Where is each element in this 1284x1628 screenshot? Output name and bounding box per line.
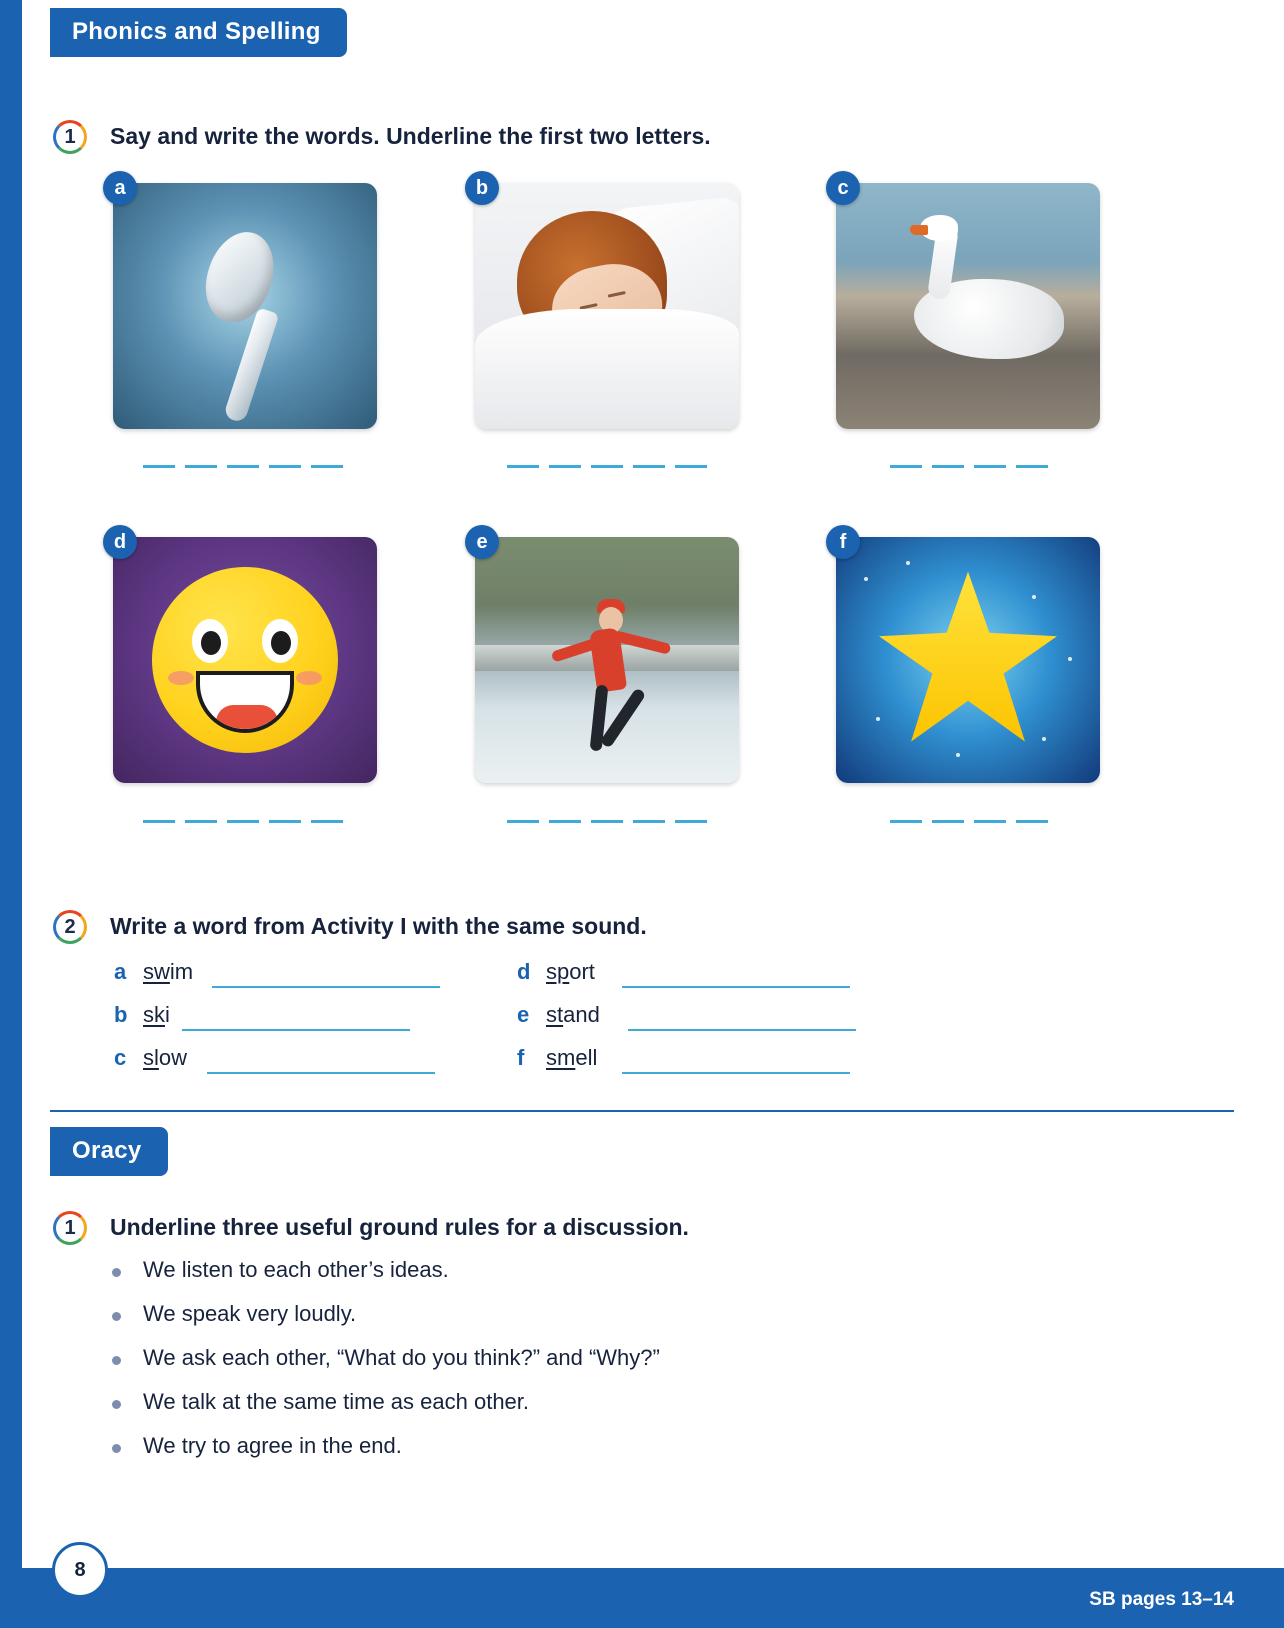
answer-blank-a[interactable] (212, 986, 440, 988)
write-line[interactable] (932, 820, 964, 823)
bullet-dot (112, 1312, 121, 1321)
write-line[interactable] (185, 820, 217, 823)
write-line[interactable] (974, 820, 1006, 823)
word-prompt-b (143, 1002, 170, 1028)
oracy-activity-1-number-badge: 1 (53, 1211, 87, 1245)
activity-1-instruction: Say and write the words. Underline the first two letters. (110, 123, 711, 149)
ground-rule-5[interactable]: We try to agree in the end. (143, 1433, 402, 1458)
smiling-face-emoji (113, 537, 377, 783)
word-letter-c: c (114, 1045, 127, 1070)
word-prompt-a (143, 959, 193, 985)
word-remainder: ort (569, 959, 595, 984)
write-line[interactable] (311, 465, 343, 468)
write-line[interactable] (591, 465, 623, 468)
write-line[interactable] (269, 465, 301, 468)
underlined-digraph: sw (143, 959, 170, 984)
item-letter-badge-b: b (465, 171, 499, 205)
emoji-face-shape (152, 567, 338, 753)
item-letter-badge-c: c (826, 171, 860, 205)
answer-blank-d[interactable] (622, 986, 850, 988)
activity-1-item-d (113, 530, 377, 783)
underlined-digraph: sk (143, 1002, 165, 1027)
emoji-pupil (201, 631, 221, 655)
word-remainder: im (169, 959, 194, 984)
word-prompt-e (546, 1002, 600, 1028)
underlined-digraph: sm (546, 1045, 576, 1070)
swan-photo (836, 183, 1100, 429)
ground-rule-1[interactable]: We listen to each other’s ideas. (143, 1257, 449, 1282)
write-line[interactable] (143, 820, 175, 823)
activity-1-item-c (836, 176, 1100, 429)
ice-skating-photo (475, 537, 739, 783)
spoon-illustration (113, 183, 377, 429)
write-line[interactable] (311, 820, 343, 823)
closed-eye (608, 291, 626, 298)
write-line[interactable] (675, 820, 707, 823)
emoji-mouth (196, 671, 294, 733)
answer-blank-f[interactable] (622, 1072, 850, 1074)
sleeping-child-illustration (475, 183, 739, 429)
write-line[interactable] (507, 820, 539, 823)
underlined-digraph: st (546, 1002, 564, 1027)
activity-1-number-badge: 1 (53, 120, 87, 154)
emoji-eye (192, 619, 228, 663)
write-line[interactable] (507, 465, 539, 468)
item-letter-badge-f: f (826, 525, 860, 559)
section-heading-phonics: Phonics and Spelling (50, 8, 347, 57)
left-edge-bar-inner (22, 0, 28, 1628)
star-background (836, 537, 1100, 783)
item-letter-badge-a: a (103, 171, 137, 205)
bullet-dot (112, 1444, 121, 1453)
page-number: 8 (52, 1542, 108, 1598)
write-lines-b[interactable] (507, 465, 707, 468)
write-line[interactable] (227, 820, 259, 823)
emoji-pupil (271, 631, 291, 655)
word-prompt-c (143, 1045, 187, 1071)
swan-beak-shape (910, 225, 928, 235)
bullet-dot (112, 1400, 121, 1409)
section-divider (50, 1110, 1234, 1112)
answer-blank-e[interactable] (628, 1029, 856, 1031)
write-line[interactable] (185, 465, 217, 468)
duvet-shape (475, 309, 739, 429)
item-letter-badge-e: e (465, 525, 499, 559)
write-line[interactable] (1016, 465, 1048, 468)
write-line[interactable] (269, 820, 301, 823)
emoji-tongue (216, 705, 278, 733)
write-line[interactable] (890, 465, 922, 468)
write-line[interactable] (633, 465, 665, 468)
underlined-digraph: sp (546, 959, 570, 984)
answer-blank-b[interactable] (182, 1029, 410, 1031)
emoji-cheek (168, 671, 194, 685)
write-line[interactable] (227, 465, 259, 468)
word-letter-f: f (517, 1045, 525, 1070)
word-letter-e: e (517, 1002, 530, 1027)
skater-legs (587, 685, 643, 755)
word-prompt-d (546, 959, 595, 985)
section-heading-oracy: Oracy (50, 1127, 168, 1176)
write-line[interactable] (932, 465, 964, 468)
write-lines-d[interactable] (143, 820, 343, 823)
activity-2-instruction: Write a word from Activity I with the same sound. (110, 913, 647, 939)
emoji-cheek (296, 671, 322, 685)
bullet-dot (112, 1268, 121, 1277)
word-letter-a: a (114, 959, 127, 984)
write-lines-a[interactable] (143, 465, 343, 468)
word-letter-d: d (517, 959, 531, 984)
write-line[interactable] (974, 465, 1006, 468)
ground-rule-3[interactable]: We ask each other, “What do you think?” and “Why?” (143, 1345, 660, 1370)
swan-illustration (836, 183, 1100, 429)
emoji-eye (262, 619, 298, 663)
word-remainder: ell (575, 1045, 598, 1070)
activity-1-item-e (475, 530, 739, 783)
word-remainder: i (165, 1002, 170, 1027)
activity-1-item-a (113, 176, 377, 429)
word-prompt-f (546, 1045, 597, 1071)
star-shape (879, 572, 1057, 742)
ground-rule-2[interactable]: We speak very loudly. (143, 1301, 357, 1326)
star-illustration (836, 537, 1100, 783)
bullet-dot (112, 1356, 121, 1365)
activity-1-item-b (475, 176, 739, 429)
answer-blank-c[interactable] (207, 1072, 435, 1074)
footer-reference: SB pages 13–14 (1089, 1589, 1234, 1610)
write-line[interactable] (143, 465, 175, 468)
write-line[interactable] (1016, 820, 1048, 823)
word-remainder: and (563, 1002, 600, 1027)
skating-illustration (475, 537, 739, 783)
word-letter-b: b (114, 1002, 128, 1027)
write-lines-c[interactable] (890, 465, 1048, 468)
activity-2-number-badge: 2 (53, 910, 87, 944)
write-line[interactable] (591, 820, 623, 823)
activity-1-item-f (836, 530, 1100, 783)
sleeping-child-photo (475, 183, 739, 429)
write-line[interactable] (633, 820, 665, 823)
ground-rule-4[interactable]: We talk at the same time as each other. (143, 1389, 530, 1414)
spoon-photo (113, 183, 377, 429)
write-line[interactable] (549, 465, 581, 468)
left-edge-bar (0, 0, 22, 1628)
write-line[interactable] (549, 820, 581, 823)
item-letter-badge-d: d (103, 525, 137, 559)
oracy-activity-1-instruction: Underline three useful ground rules for a discussion. (110, 1214, 689, 1240)
underlined-digraph: sl (143, 1045, 159, 1070)
smile-illustration (113, 537, 377, 783)
write-line[interactable] (890, 820, 922, 823)
word-remainder: ow (158, 1045, 188, 1070)
spoon-handle-shape (223, 307, 279, 423)
write-lines-f[interactable] (890, 820, 1048, 823)
write-lines-e[interactable] (507, 820, 707, 823)
write-line[interactable] (675, 465, 707, 468)
